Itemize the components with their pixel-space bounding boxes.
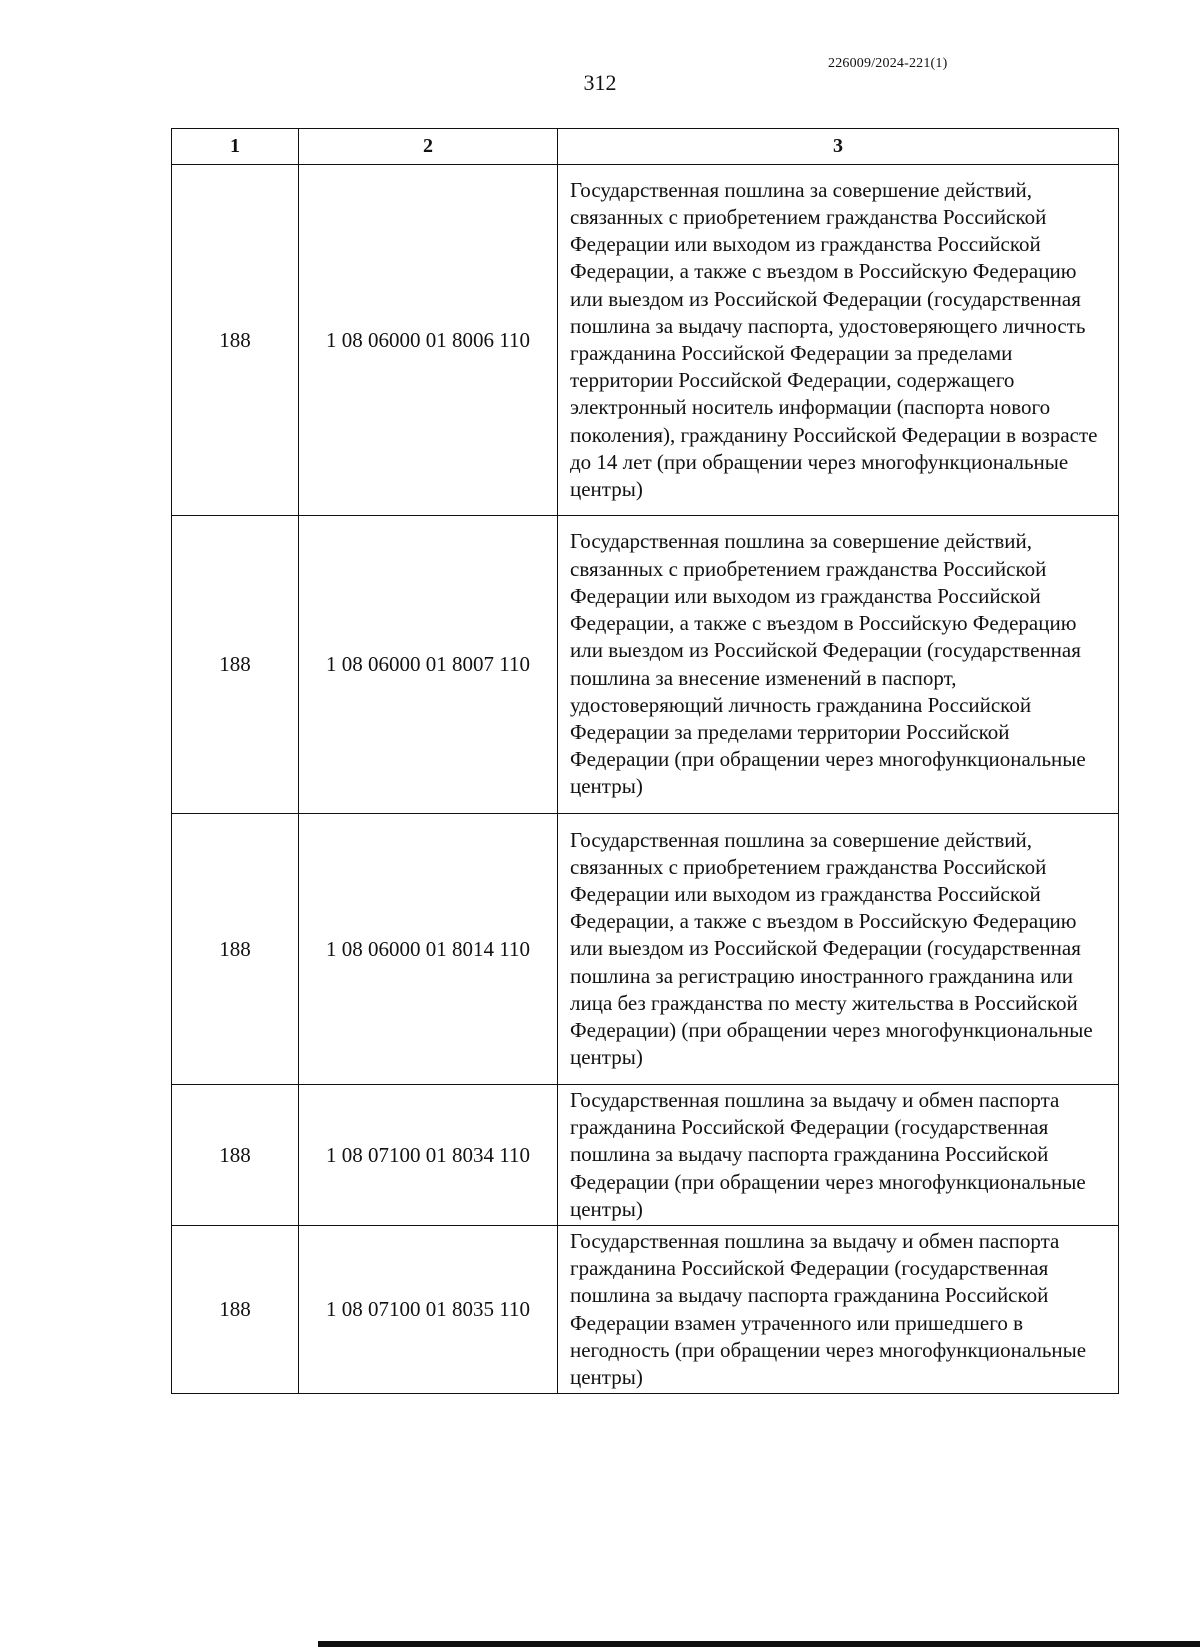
fee-name-cell: Государственная пошлина за выдачу и обмен паспорта гражданина Российской Федерации (государственная пошлина за выдачу паспорта гражданина Российской Федерации (при обращении через многофункциональные центры)	[558, 1085, 1119, 1226]
table-header-row	[172, 129, 1119, 165]
fee-name-cell: Государственная пошлина за выдачу и обмен паспорта гражданина Российской Федерации (государственная пошлина за выдачу паспорта гражданина Российской Федерации взамен утраченного или пришедшего в негодность (при обращении через многофункциональные центры)	[558, 1226, 1119, 1394]
admin-code-cell: 188	[172, 516, 299, 814]
table-row	[172, 516, 1119, 814]
document-id: 226009/2024-221(1)	[828, 56, 948, 71]
page-number: 312	[583, 70, 617, 95]
budget-code-cell: 1 08 07100 01 8035 110	[299, 1226, 558, 1394]
column-header-1: 1	[172, 129, 299, 165]
fee-name-cell: Государственная пошлина за совершение действий, связанных с приобретением гражданства Российской Федерации или выходом из гражданства Российской Федерации, а также с въездом в Российскую Федерацию или выездом из Российской Федерации (государственная пошлина за выдачу паспорта, удостоверяющего личность гражданина Российской Федерации за пределами территории Российской Федерации, содержащего электронный носитель информации (паспорта нового поколения), гражданину Российской Федерации в возрасте до 14 лет (при обращении через многофункциональные центры)	[558, 165, 1119, 516]
admin-code-cell: 188	[172, 1226, 299, 1394]
budget-code-cell: 1 08 06000 01 8007 110	[299, 516, 558, 814]
budget-code-cell: 1 08 07100 01 8034 110	[299, 1085, 558, 1226]
table-row	[172, 1085, 1119, 1226]
admin-code-cell: 188	[172, 1085, 299, 1226]
fee-name-cell: Государственная пошлина за совершение действий, связанных с приобретением гражданства Российской Федерации или выходом из гражданства Российской Федерации, а также с въездом в Российскую Федерацию или выездом из Российской Федерации (государственная пошлина за регистрацию иностранного гражданина или лица без гражданства по месту жительства в Российской Федерации) (при обращении через многофункциональные центры)	[558, 814, 1119, 1085]
admin-code-cell: 188	[172, 814, 299, 1085]
table-row	[172, 814, 1119, 1085]
bottom-rule	[318, 1641, 1200, 1647]
table-row	[172, 1226, 1119, 1394]
table-row	[172, 165, 1119, 516]
column-header-3: 3	[558, 129, 1119, 165]
column-header-2: 2	[299, 129, 558, 165]
fee-table	[171, 128, 1119, 1394]
admin-code-cell: 188	[172, 165, 299, 516]
fee-name-cell: Государственная пошлина за совершение действий, связанных с приобретением гражданства Российской Федерации или выходом из гражданства Российской Федерации, а также с въездом в Российскую Федерацию или выездом из Российской Федерации (государственная пошлина за внесение изменений в паспорт, удостоверяющий личность гражданина Российской Федерации за пределами территории Российской Федерации (при обращении через многофункциональные центры)	[558, 516, 1119, 814]
budget-code-cell: 1 08 06000 01 8014 110	[299, 814, 558, 1085]
budget-code-cell: 1 08 06000 01 8006 110	[299, 165, 558, 516]
